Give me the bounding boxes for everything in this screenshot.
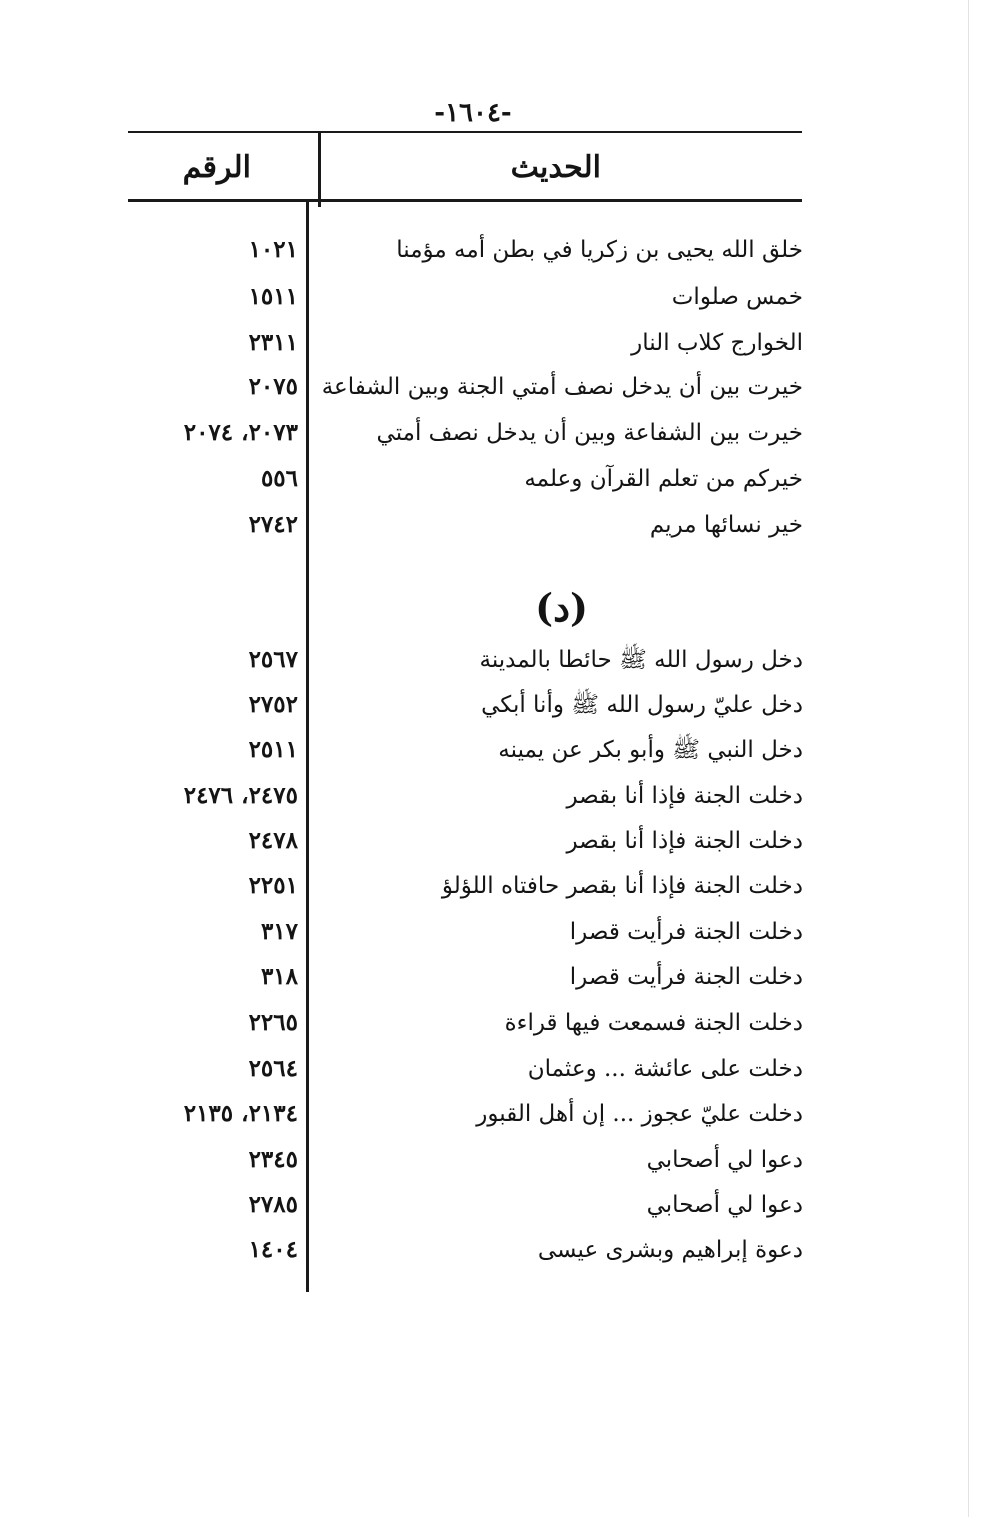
- hadith-number: ٢٧٨٥: [248, 1191, 298, 1218]
- hadith-text: دخلت الجنة فسمعت فيها قراءة: [504, 1010, 803, 1036]
- hadith-text: دعوا لي أصحابي: [646, 1192, 803, 1218]
- column-divider: [318, 133, 321, 207]
- table-row: [0, 1049, 983, 1093]
- table-row: [0, 505, 983, 549]
- hadith-number: ٢٧٤٢: [248, 511, 298, 538]
- hadith-text: دخلت الجنة فرأيت قصرا: [569, 964, 803, 990]
- table-row: [0, 640, 983, 684]
- table-row: [0, 821, 983, 865]
- table-row: [0, 1230, 983, 1274]
- hadith-number: ١٠٢١: [248, 236, 298, 263]
- hadith-text: دعوة إبراهيم وبشرى عيسى: [537, 1237, 803, 1263]
- hadith-number: ٢٠٧٣، ٢٠٧٤: [183, 419, 298, 446]
- table-row: [0, 1003, 983, 1047]
- hadith-number: ٢٥٦٧: [248, 646, 298, 673]
- number-column-header: الرقم: [182, 150, 251, 185]
- hadith-number: ١٥١١: [248, 283, 298, 310]
- hadith-text: دخل عليّ رسول الله ﷺ وأنا أبكي: [481, 692, 803, 718]
- hadith-text: خيركم من تعلم القرآن وعلمه: [524, 466, 803, 492]
- table-row: [0, 1185, 983, 1229]
- hadith-text: دخلت الجنة فإذا أنا بقصر حافتاه اللؤلؤ: [441, 873, 803, 899]
- table-row: [0, 277, 983, 321]
- hadith-number: ٢٣١١: [248, 329, 298, 356]
- hadith-text: خيرت بين أن يدخل نصف أمتي الجنة وبين الشفاعة: [321, 374, 803, 400]
- hadith-text: دعوا لي أصحابي: [646, 1147, 803, 1173]
- table-row: [0, 912, 983, 956]
- hadith-number: ٢٥١١: [248, 736, 298, 763]
- hadith-text: الخوارج كلاب النار: [631, 330, 803, 356]
- table-row: [0, 730, 983, 774]
- table-row: [0, 866, 983, 910]
- table-row: [0, 1140, 983, 1184]
- hadith-text: دخل رسول الله ﷺ حائطا بالمدينة: [479, 647, 803, 673]
- hadith-text: دخلت على عائشة ... وعثمان: [527, 1056, 803, 1082]
- hadith-number: ٢٤٧٥، ٢٤٧٦: [183, 782, 298, 809]
- hadith-column-header: الحديث: [510, 150, 601, 185]
- table-row: [0, 323, 983, 367]
- table-row: [0, 957, 983, 1001]
- hadith-number: ٢٢٦٥: [248, 1009, 298, 1036]
- table-row: [0, 367, 983, 411]
- hadith-number: ٢٣٤٥: [248, 1146, 298, 1173]
- hadith-number: ٢٠٧٥: [248, 373, 298, 400]
- hadith-text: خير نسائها مريم: [649, 512, 803, 538]
- hadith-text: خمس صلوات: [671, 284, 803, 310]
- section-letter-dal: (د): [535, 585, 588, 630]
- table-row: [0, 413, 983, 457]
- hadith-number: ١٤٠٤: [248, 1236, 298, 1263]
- table-row: [0, 230, 983, 274]
- table-row: [0, 685, 983, 729]
- page-number: -١٦٠٤-: [434, 98, 512, 128]
- hadith-number: ٣١٧: [260, 918, 298, 945]
- table-row: [0, 1094, 983, 1138]
- hadith-text: خلق الله يحيى بن زكريا في بطن أمه مؤمنا: [396, 237, 803, 263]
- hadith-text: خيرت بين الشفاعة وبين أن يدخل نصف أمتي: [376, 420, 803, 446]
- hadith-text: دخلت عليّ عجوز ... إن أهل القبور: [476, 1101, 803, 1127]
- hadith-number: ٥٥٦: [260, 465, 298, 492]
- hadith-number: ٢٥٦٤: [248, 1055, 298, 1082]
- hadith-text: دخلت الجنة فإذا أنا بقصر: [566, 828, 803, 854]
- hadith-number: ٢١٣٤، ٢١٣٥: [183, 1100, 298, 1127]
- hadith-number: ٣١٨: [260, 963, 298, 990]
- header-bottom-rule: [128, 199, 802, 202]
- table-row: [0, 459, 983, 503]
- hadith-number: ٢٧٥٢: [248, 691, 298, 718]
- hadith-number: ٢٤٧٨: [248, 827, 298, 854]
- hadith-text: دخلت الجنة فإذا أنا بقصر: [566, 783, 803, 809]
- hadith-text: دخل النبي ﷺ وأبو بكر عن يمينه: [498, 737, 803, 763]
- hadith-text: دخلت الجنة فرأيت قصرا: [569, 919, 803, 945]
- table-row: [0, 776, 983, 820]
- hadith-number: ٢٢٥١: [248, 872, 298, 899]
- header-top-rule: [128, 131, 802, 133]
